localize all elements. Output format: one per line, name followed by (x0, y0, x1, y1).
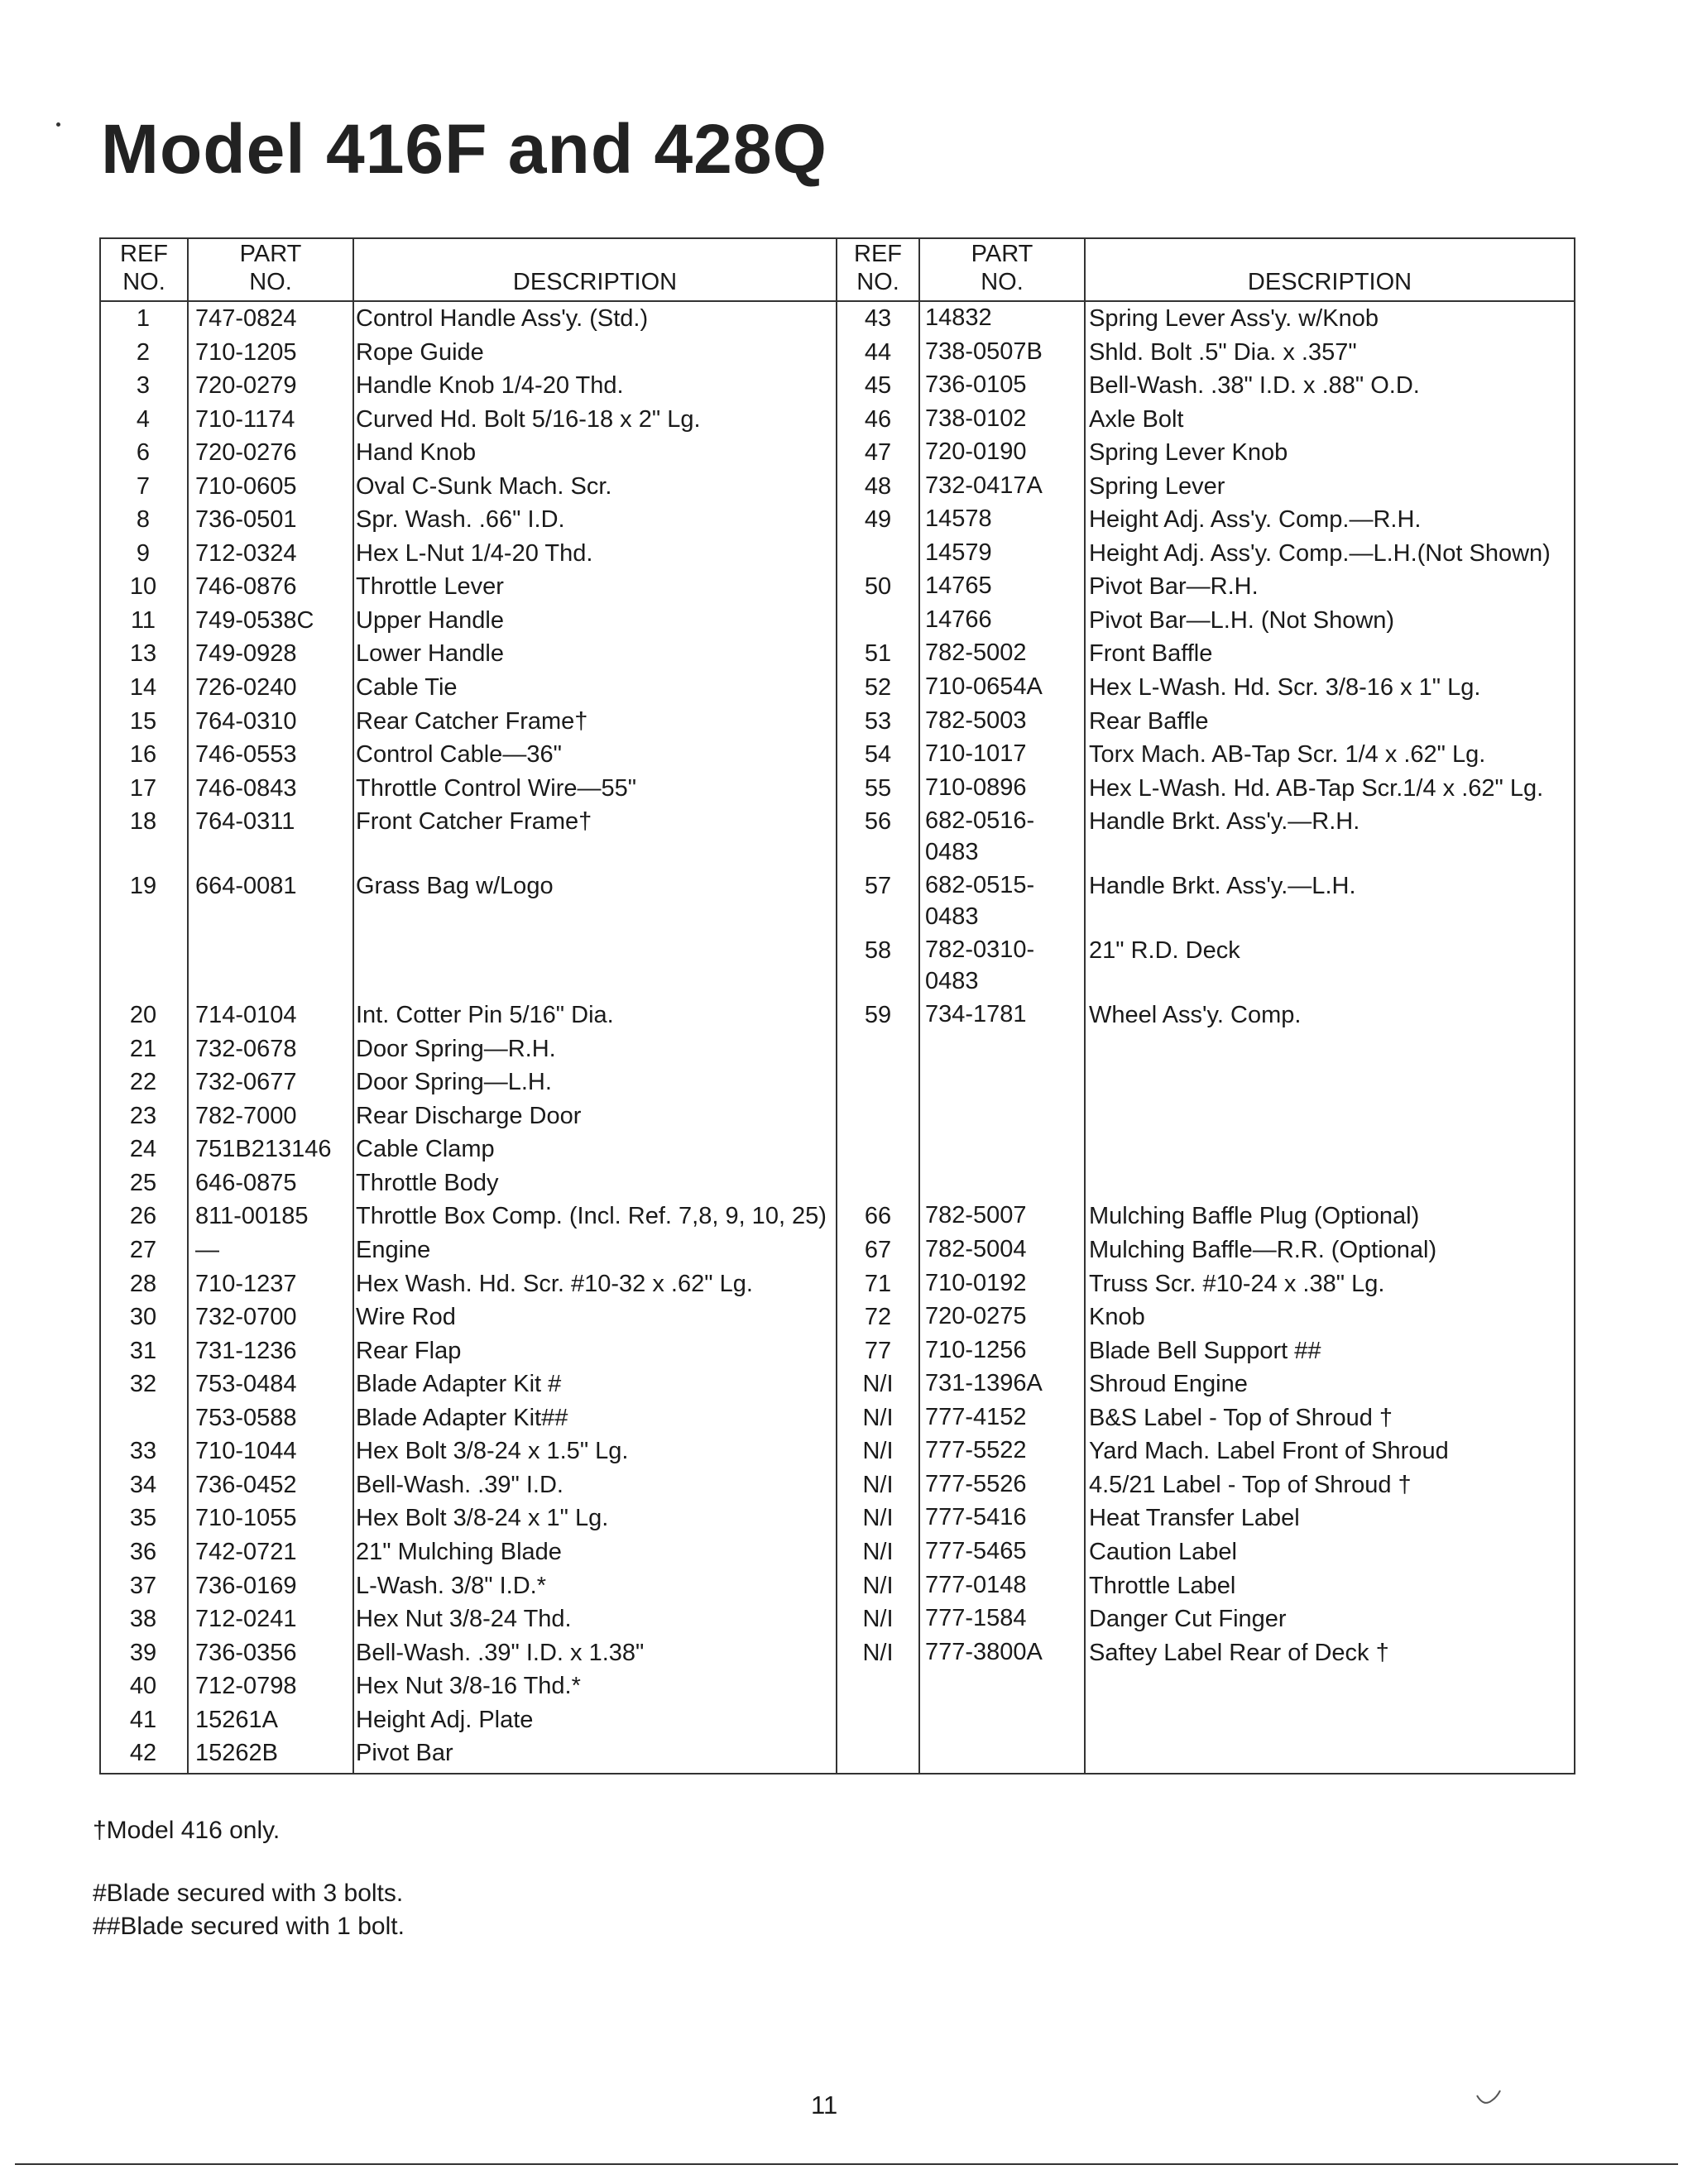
part-number-cell-right: 777-1584 (925, 1605, 1027, 1632)
ref-cell: 16 (129, 741, 157, 769)
description-cell: Hex Bolt 3/8-24 x 1" Lg. (356, 1505, 609, 1532)
ref-cell-right: N/I (862, 1471, 894, 1498)
description-cell: Throttle Control Wire—55" (356, 774, 637, 802)
table-row (99, 436, 1575, 470)
ref-cell-right: N/I (862, 1371, 894, 1398)
ref-cell: 4 (136, 405, 151, 433)
ref-cell-right: 45 (864, 372, 892, 400)
description-cell: Cable Clamp (356, 1136, 495, 1163)
description-cell-right: Axle Bolt (1089, 405, 1184, 433)
description-cell: Hex Nut 3/8-16 Thd.* (356, 1673, 581, 1700)
bottom-rule (15, 2163, 1678, 2165)
footnote-one-bolt: ##Blade secured with 1 bolt. (93, 1913, 405, 1940)
description-cell-right: Pivot Bar—R.H. (1089, 573, 1259, 601)
description-cell: L-Wash. 3/8" I.D.* (356, 1572, 547, 1599)
header-part-bottom: NO. (981, 269, 1024, 295)
description-cell: Bell-Wash. .39" I.D. (356, 1471, 563, 1498)
part-number-cell-right: 710-0192 (925, 1269, 1027, 1296)
header-description-right: DESCRIPTION (1247, 269, 1412, 295)
part-number-cell: 726-0240 (195, 674, 297, 702)
footnote-model-416: †Model 416 only. (93, 1817, 281, 1844)
ref-cell: 39 (129, 1639, 157, 1666)
description-cell: Control Handle Ass'y. (Std.) (356, 305, 649, 332)
description-cell-right: Knob (1089, 1304, 1145, 1331)
part-number-cell: 742-0721 (195, 1538, 297, 1565)
part-number-cell-right: 14578 (925, 505, 992, 533)
part-number-cell: 732-0678 (195, 1035, 297, 1062)
scribble-mark (1469, 2072, 1510, 2114)
table-row (99, 1535, 1575, 1569)
ref-cell-right: 49 (864, 506, 892, 534)
description-cell: Int. Cotter Pin 5/16" Dia. (356, 1002, 614, 1029)
description-cell-right: 4.5/21 Label - Top of Shroud † (1089, 1471, 1412, 1498)
part-number-cell: 749-0538C (195, 606, 314, 634)
ref-cell: 24 (129, 1136, 157, 1163)
ref-cell: 37 (129, 1572, 157, 1599)
description-cell-right: Front Baffle (1089, 640, 1213, 668)
table-row (99, 1703, 1575, 1737)
part-number-cell-right: 682-0516- 0483 (925, 807, 1035, 866)
ref-cell-right: N/I (862, 1538, 894, 1565)
ref-cell: 6 (136, 439, 151, 467)
description-cell-right: Hex L-Wash. Hd. Scr. 3/8-16 x 1" Lg. (1089, 674, 1481, 702)
part-number-cell-right: 777-5522 (925, 1437, 1027, 1464)
header-ref-bottom: NO. (856, 269, 899, 295)
ref-cell: 1 (136, 305, 151, 332)
description-cell-right: Height Adj. Ass'y. Comp.—R.H. (1089, 506, 1422, 534)
description-cell-right: Handle Brkt. Ass'y.—R.H. (1089, 808, 1360, 836)
header-ref-bottom: NO. (122, 269, 165, 295)
ref-cell-right: 66 (864, 1203, 892, 1230)
ref-cell-right: 43 (864, 305, 892, 332)
ref-cell-right: 51 (864, 640, 892, 668)
table-row (99, 1502, 1575, 1535)
part-number-cell: 736-0452 (195, 1471, 297, 1498)
part-number-cell: 746-0876 (195, 573, 297, 601)
part-number-cell: 749-0928 (195, 640, 297, 668)
part-number-cell: 710-0605 (195, 472, 297, 500)
ref-cell-right: 71 (864, 1270, 892, 1297)
table-row (99, 999, 1575, 1032)
header-part-top: PART (971, 241, 1033, 267)
part-number-cell-right: 777-5416 (925, 1504, 1027, 1531)
table-row (99, 772, 1575, 806)
table-row (99, 537, 1575, 571)
ref-cell: 40 (129, 1673, 157, 1700)
description-cell: Blade Adapter Kit # (356, 1371, 562, 1398)
ref-cell: 34 (129, 1471, 157, 1498)
part-number-cell: 746-0843 (195, 774, 297, 802)
part-number-cell-right: 777-0148 (925, 1571, 1027, 1598)
description-cell-right: Caution Label (1089, 1538, 1237, 1565)
header-part-top: PART (239, 241, 302, 267)
table-row (99, 369, 1575, 403)
part-number-cell: 746-0553 (195, 741, 297, 769)
part-number-cell: 712-0798 (195, 1673, 297, 1700)
description-cell-right: Truss Scr. #10-24 x .38" Lg. (1089, 1270, 1385, 1297)
ref-cell: 7 (136, 472, 151, 500)
part-number-cell-right: 782-5003 (925, 706, 1027, 734)
table-row (99, 1401, 1575, 1435)
part-number-cell-right: 777-5526 (925, 1470, 1027, 1497)
description-cell-right: Pivot Bar—L.H. (Not Shown) (1089, 606, 1395, 634)
part-number-cell: 646-0875 (195, 1169, 297, 1196)
description-cell: Wire Rod (356, 1304, 456, 1331)
header-ref-right (837, 240, 918, 296)
description-cell-right: Wheel Ass'y. Comp. (1089, 1002, 1302, 1029)
table-row (99, 570, 1575, 604)
table-row (99, 1233, 1575, 1267)
part-number-cell: 811-00185 (195, 1203, 309, 1230)
part-number-cell: 753-0588 (195, 1404, 297, 1431)
part-number-cell-right: 720-0190 (925, 438, 1027, 466)
part-number-cell-right: 682-0515- 0483 (925, 872, 1035, 931)
parts-rows (99, 302, 1575, 1770)
ref-cell: 15 (129, 707, 157, 735)
part-number-cell-right: 736-0105 (925, 371, 1027, 399)
ref-cell-right: N/I (862, 1639, 894, 1666)
description-cell: Engine (356, 1237, 431, 1264)
ref-cell: 23 (129, 1102, 157, 1129)
table-row (99, 1300, 1575, 1334)
ref-cell: 9 (136, 539, 151, 567)
table-row (99, 1636, 1575, 1670)
ref-cell: 21 (129, 1035, 157, 1062)
description-cell-right: Mulching Baffle Plug (Optional) (1089, 1203, 1420, 1230)
ref-cell-right: 46 (864, 405, 892, 433)
part-number-cell: 736-0501 (195, 506, 297, 534)
page-title: Model 416F and 428Q (101, 110, 827, 188)
page-number: 11 (811, 2091, 838, 2119)
description-cell-right: Spring Lever (1089, 472, 1225, 500)
table-row (99, 1569, 1575, 1603)
ref-cell-right: N/I (862, 1572, 894, 1599)
ref-cell-right: 52 (864, 674, 892, 702)
description-cell: Lower Handle (356, 640, 504, 668)
ref-cell: 14 (129, 674, 157, 702)
description-cell: Rear Discharge Door (356, 1102, 582, 1129)
description-cell: Curved Hd. Bolt 5/16-18 x 2" Lg. (356, 405, 701, 433)
description-cell-right: Shld. Bolt .5" Dia. x .357" (1089, 338, 1357, 366)
ref-cell: 32 (129, 1371, 157, 1398)
ref-cell: 33 (129, 1438, 157, 1465)
description-cell-right: Shroud Engine (1089, 1371, 1248, 1398)
part-number-cell: 710-1237 (195, 1270, 297, 1297)
part-number-cell-right: 14765 (925, 572, 992, 600)
part-number-cell: 753-0484 (195, 1371, 297, 1398)
part-number-cell: 720-0276 (195, 439, 297, 467)
description-cell-right: Heat Transfer Label (1089, 1505, 1300, 1532)
ref-cell-right: 54 (864, 741, 892, 769)
description-cell: Rear Flap (356, 1337, 462, 1364)
ref-cell: 27 (129, 1237, 157, 1264)
description-cell: Hex Nut 3/8-24 Thd. (356, 1606, 572, 1633)
part-number-cell: 731-1236 (195, 1337, 297, 1364)
ref-cell: 28 (129, 1270, 157, 1297)
part-number-cell-right: 738-0102 (925, 405, 1027, 432)
footnote-three-bolts: #Blade secured with 3 bolts. (93, 1880, 404, 1907)
description-cell: Rear Catcher Frame† (356, 707, 588, 735)
description-cell: Hex Wash. Hd. Scr. #10-32 x .62" Lg. (356, 1270, 753, 1297)
part-number-cell-right: 777-3800A (925, 1638, 1043, 1665)
ref-cell: 2 (136, 338, 151, 366)
ref-cell-right: 47 (864, 439, 892, 467)
stray-dot (56, 122, 60, 127)
table-row (99, 1032, 1575, 1066)
description-cell: 21" Mulching Blade (356, 1538, 562, 1565)
ref-cell: 22 (129, 1069, 157, 1096)
description-cell-right: Bell-Wash. .38" I.D. x .88" O.D. (1089, 372, 1420, 400)
table-row (99, 403, 1575, 437)
part-number-cell-right: 782-5007 (925, 1202, 1027, 1229)
ref-cell: 8 (136, 506, 151, 534)
part-number-cell-right: 738-0507B (925, 338, 1043, 365)
description-cell-right: Hex L-Wash. Hd. AB-Tap Scr.1/4 x .62" Lg. (1089, 774, 1544, 802)
ref-cell-right: 57 (864, 873, 892, 900)
part-number-cell: 710-1174 (195, 405, 295, 433)
ref-cell: 35 (129, 1505, 157, 1532)
part-number-cell: 782-7000 (195, 1102, 297, 1129)
table-row (99, 934, 1575, 999)
description-cell: Cable Tie (356, 674, 458, 702)
table-row (99, 470, 1575, 504)
header-part-right (920, 240, 1084, 296)
table-row (99, 1669, 1575, 1703)
ref-cell: 25 (129, 1169, 157, 1196)
header-ref-top: REF (854, 241, 902, 267)
part-number-cell-right: 782-0310- 0483 (925, 936, 1035, 995)
table-row (99, 1200, 1575, 1233)
table-row (99, 503, 1575, 537)
ref-cell-right: N/I (862, 1606, 894, 1633)
table-row (99, 1736, 1575, 1770)
part-number-cell: 664-0081 (195, 873, 297, 900)
description-cell: Rope Guide (356, 338, 484, 366)
table-row (99, 302, 1575, 336)
description-cell-right: Danger Cut Finger (1089, 1606, 1287, 1633)
part-number-cell: 751B213146 (195, 1136, 332, 1163)
ref-cell-right: 53 (864, 707, 892, 735)
part-number-cell: 710-1205 (195, 338, 297, 366)
part-number-cell: 736-0169 (195, 1572, 297, 1599)
ref-cell: 20 (129, 1002, 157, 1029)
description-cell: Height Adj. Plate (356, 1706, 534, 1733)
description-cell: Pivot Bar (356, 1740, 453, 1767)
description-cell: Bell-Wash. .39" I.D. x 1.38" (356, 1639, 645, 1666)
part-number-cell-right: 14579 (925, 539, 992, 566)
description-cell: Grass Bag w/Logo (356, 873, 554, 900)
table-row (99, 805, 1575, 869)
ref-cell-right: 50 (864, 573, 892, 601)
table-row (99, 1066, 1575, 1099)
ref-cell: 41 (129, 1706, 157, 1733)
description-cell-right: Blade Bell Support ## (1089, 1337, 1321, 1364)
description-cell: Hand Knob (356, 439, 477, 467)
ref-cell: 17 (129, 774, 157, 802)
ref-cell: 19 (129, 873, 157, 900)
part-number-cell: — (195, 1237, 219, 1264)
description-cell-right: Handle Brkt. Ass'y.—L.H. (1089, 873, 1356, 900)
description-cell-right: Saftey Label Rear of Deck † (1089, 1639, 1389, 1666)
description-cell: Hex L-Nut 1/4-20 Thd. (356, 539, 593, 567)
ref-cell-right: N/I (862, 1438, 894, 1465)
part-number-cell-right: 710-0654A (925, 673, 1043, 701)
ref-cell-right: 55 (864, 774, 892, 802)
table-row (99, 705, 1575, 739)
ref-cell: 26 (129, 1203, 157, 1230)
description-cell: Spr. Wash. .66" I.D. (356, 506, 565, 534)
table-row (99, 637, 1575, 671)
part-number-cell: 764-0311 (195, 808, 295, 836)
description-cell: Upper Handle (356, 606, 504, 634)
part-number-cell-right: 710-0896 (925, 774, 1027, 801)
description-cell: Handle Knob 1/4-20 Thd. (356, 372, 624, 400)
ref-cell: 38 (129, 1606, 157, 1633)
description-cell: Hex Bolt 3/8-24 x 1.5" Lg. (356, 1438, 629, 1465)
description-cell-right: Spring Lever Ass'y. w/Knob (1089, 305, 1379, 332)
part-number-cell: 720-0279 (195, 372, 297, 400)
description-cell: Door Spring—R.H. (356, 1035, 556, 1062)
ref-cell-right: N/I (862, 1505, 894, 1532)
part-number-cell-right: 14766 (925, 606, 992, 633)
part-number-cell: 712-0241 (195, 1606, 297, 1633)
part-number-cell-right: 731-1396A (925, 1370, 1043, 1397)
ref-cell-right: 59 (864, 1002, 892, 1029)
part-number-cell: 732-0677 (195, 1069, 297, 1096)
table-row (99, 738, 1575, 772)
header-part (189, 240, 352, 296)
part-number-cell: 732-0700 (195, 1304, 297, 1331)
description-cell: Throttle Box Comp. (Incl. Ref. 7,8, 9, 10, 25) (356, 1203, 827, 1230)
part-number-cell: 15261A (195, 1706, 278, 1733)
description-cell: Front Catcher Frame† (356, 808, 592, 836)
table-row (99, 1267, 1575, 1301)
part-number-cell: 710-1044 (195, 1438, 297, 1465)
header-description: DESCRIPTION (512, 269, 678, 295)
ref-cell: 3 (136, 372, 151, 400)
table-row (99, 1166, 1575, 1200)
ref-cell: 31 (129, 1337, 157, 1364)
description-cell: Blade Adapter Kit## (356, 1404, 568, 1431)
part-number-cell-right: 734-1781 (925, 1001, 1027, 1028)
description-cell-right: Torx Mach. AB-Tap Scr. 1/4 x .62" Lg. (1089, 741, 1486, 769)
part-number-cell-right: 710-1256 (925, 1336, 1027, 1363)
ref-cell: 13 (129, 640, 157, 668)
table-row (99, 336, 1575, 370)
description-cell-right: B&S Label - Top of Shroud † (1089, 1404, 1393, 1431)
part-number-cell: 712-0324 (195, 539, 297, 567)
ref-cell-right: 67 (864, 1237, 892, 1264)
description-cell-right: Throttle Label (1089, 1572, 1236, 1599)
table-row (99, 1367, 1575, 1401)
part-number-cell-right: 777-4152 (925, 1403, 1027, 1430)
header-ref-top: REF (120, 241, 168, 267)
ref-cell: 42 (129, 1740, 157, 1767)
table-row (99, 1434, 1575, 1468)
ref-cell: 10 (129, 573, 157, 601)
table-row (99, 1602, 1575, 1636)
header-ref (101, 240, 187, 296)
table-row (99, 1334, 1575, 1368)
description-cell-right: Rear Baffle (1089, 707, 1209, 735)
description-cell-right: Mulching Baffle—R.R. (Optional) (1089, 1237, 1437, 1264)
part-number-cell-right: 14832 (925, 304, 992, 331)
description-cell: Throttle Body (356, 1169, 499, 1196)
part-number-cell: 710-1055 (195, 1505, 297, 1532)
part-number-cell-right: 782-5002 (925, 639, 1027, 667)
ref-cell-right: 48 (864, 472, 892, 500)
part-number-cell-right: 732-0417A (925, 472, 1043, 499)
description-cell-right: Spring Lever Knob (1089, 439, 1288, 467)
part-number-cell-right: 777-5465 (925, 1537, 1027, 1564)
description-cell: Oval C-Sunk Mach. Scr. (356, 472, 612, 500)
ref-cell: 30 (129, 1304, 157, 1331)
table-row (99, 1468, 1575, 1502)
header-part-bottom: NO. (249, 269, 292, 295)
table-row (99, 1133, 1575, 1166)
description-cell: Control Cable—36" (356, 741, 562, 769)
table-row (99, 1099, 1575, 1133)
description-cell-right: Yard Mach. Label Front of Shroud (1089, 1438, 1449, 1465)
description-cell: Door Spring—L.H. (356, 1069, 552, 1096)
part-number-cell-right: 720-0275 (925, 1303, 1027, 1330)
table-row (99, 604, 1575, 638)
description-cell: Throttle Lever (356, 573, 504, 601)
part-number-cell: 15262B (195, 1740, 278, 1767)
ref-cell: 11 (130, 606, 156, 634)
part-number-cell: 764-0310 (195, 707, 297, 735)
ref-cell-right: 58 (864, 937, 892, 965)
ref-cell-right: 77 (864, 1337, 892, 1364)
description-cell-right: 21" R.D. Deck (1089, 937, 1240, 965)
ref-cell-right: N/I (862, 1404, 894, 1431)
table-row (99, 869, 1575, 934)
table-row (99, 671, 1575, 705)
part-number-cell-right: 782-5004 (925, 1236, 1027, 1263)
part-number-cell-right: 710-1017 (925, 740, 1027, 768)
description-cell-right: Height Adj. Ass'y. Comp.—L.H.(Not Shown) (1089, 539, 1551, 567)
part-number-cell: 714-0104 (195, 1002, 297, 1029)
ref-cell: 36 (129, 1538, 157, 1565)
ref-cell-right: 72 (864, 1304, 892, 1331)
ref-cell: 18 (129, 808, 157, 836)
part-number-cell: 747-0824 (195, 305, 297, 332)
part-number-cell: 736-0356 (195, 1639, 297, 1666)
ref-cell-right: 44 (864, 338, 892, 366)
ref-cell-right: 56 (864, 808, 892, 836)
